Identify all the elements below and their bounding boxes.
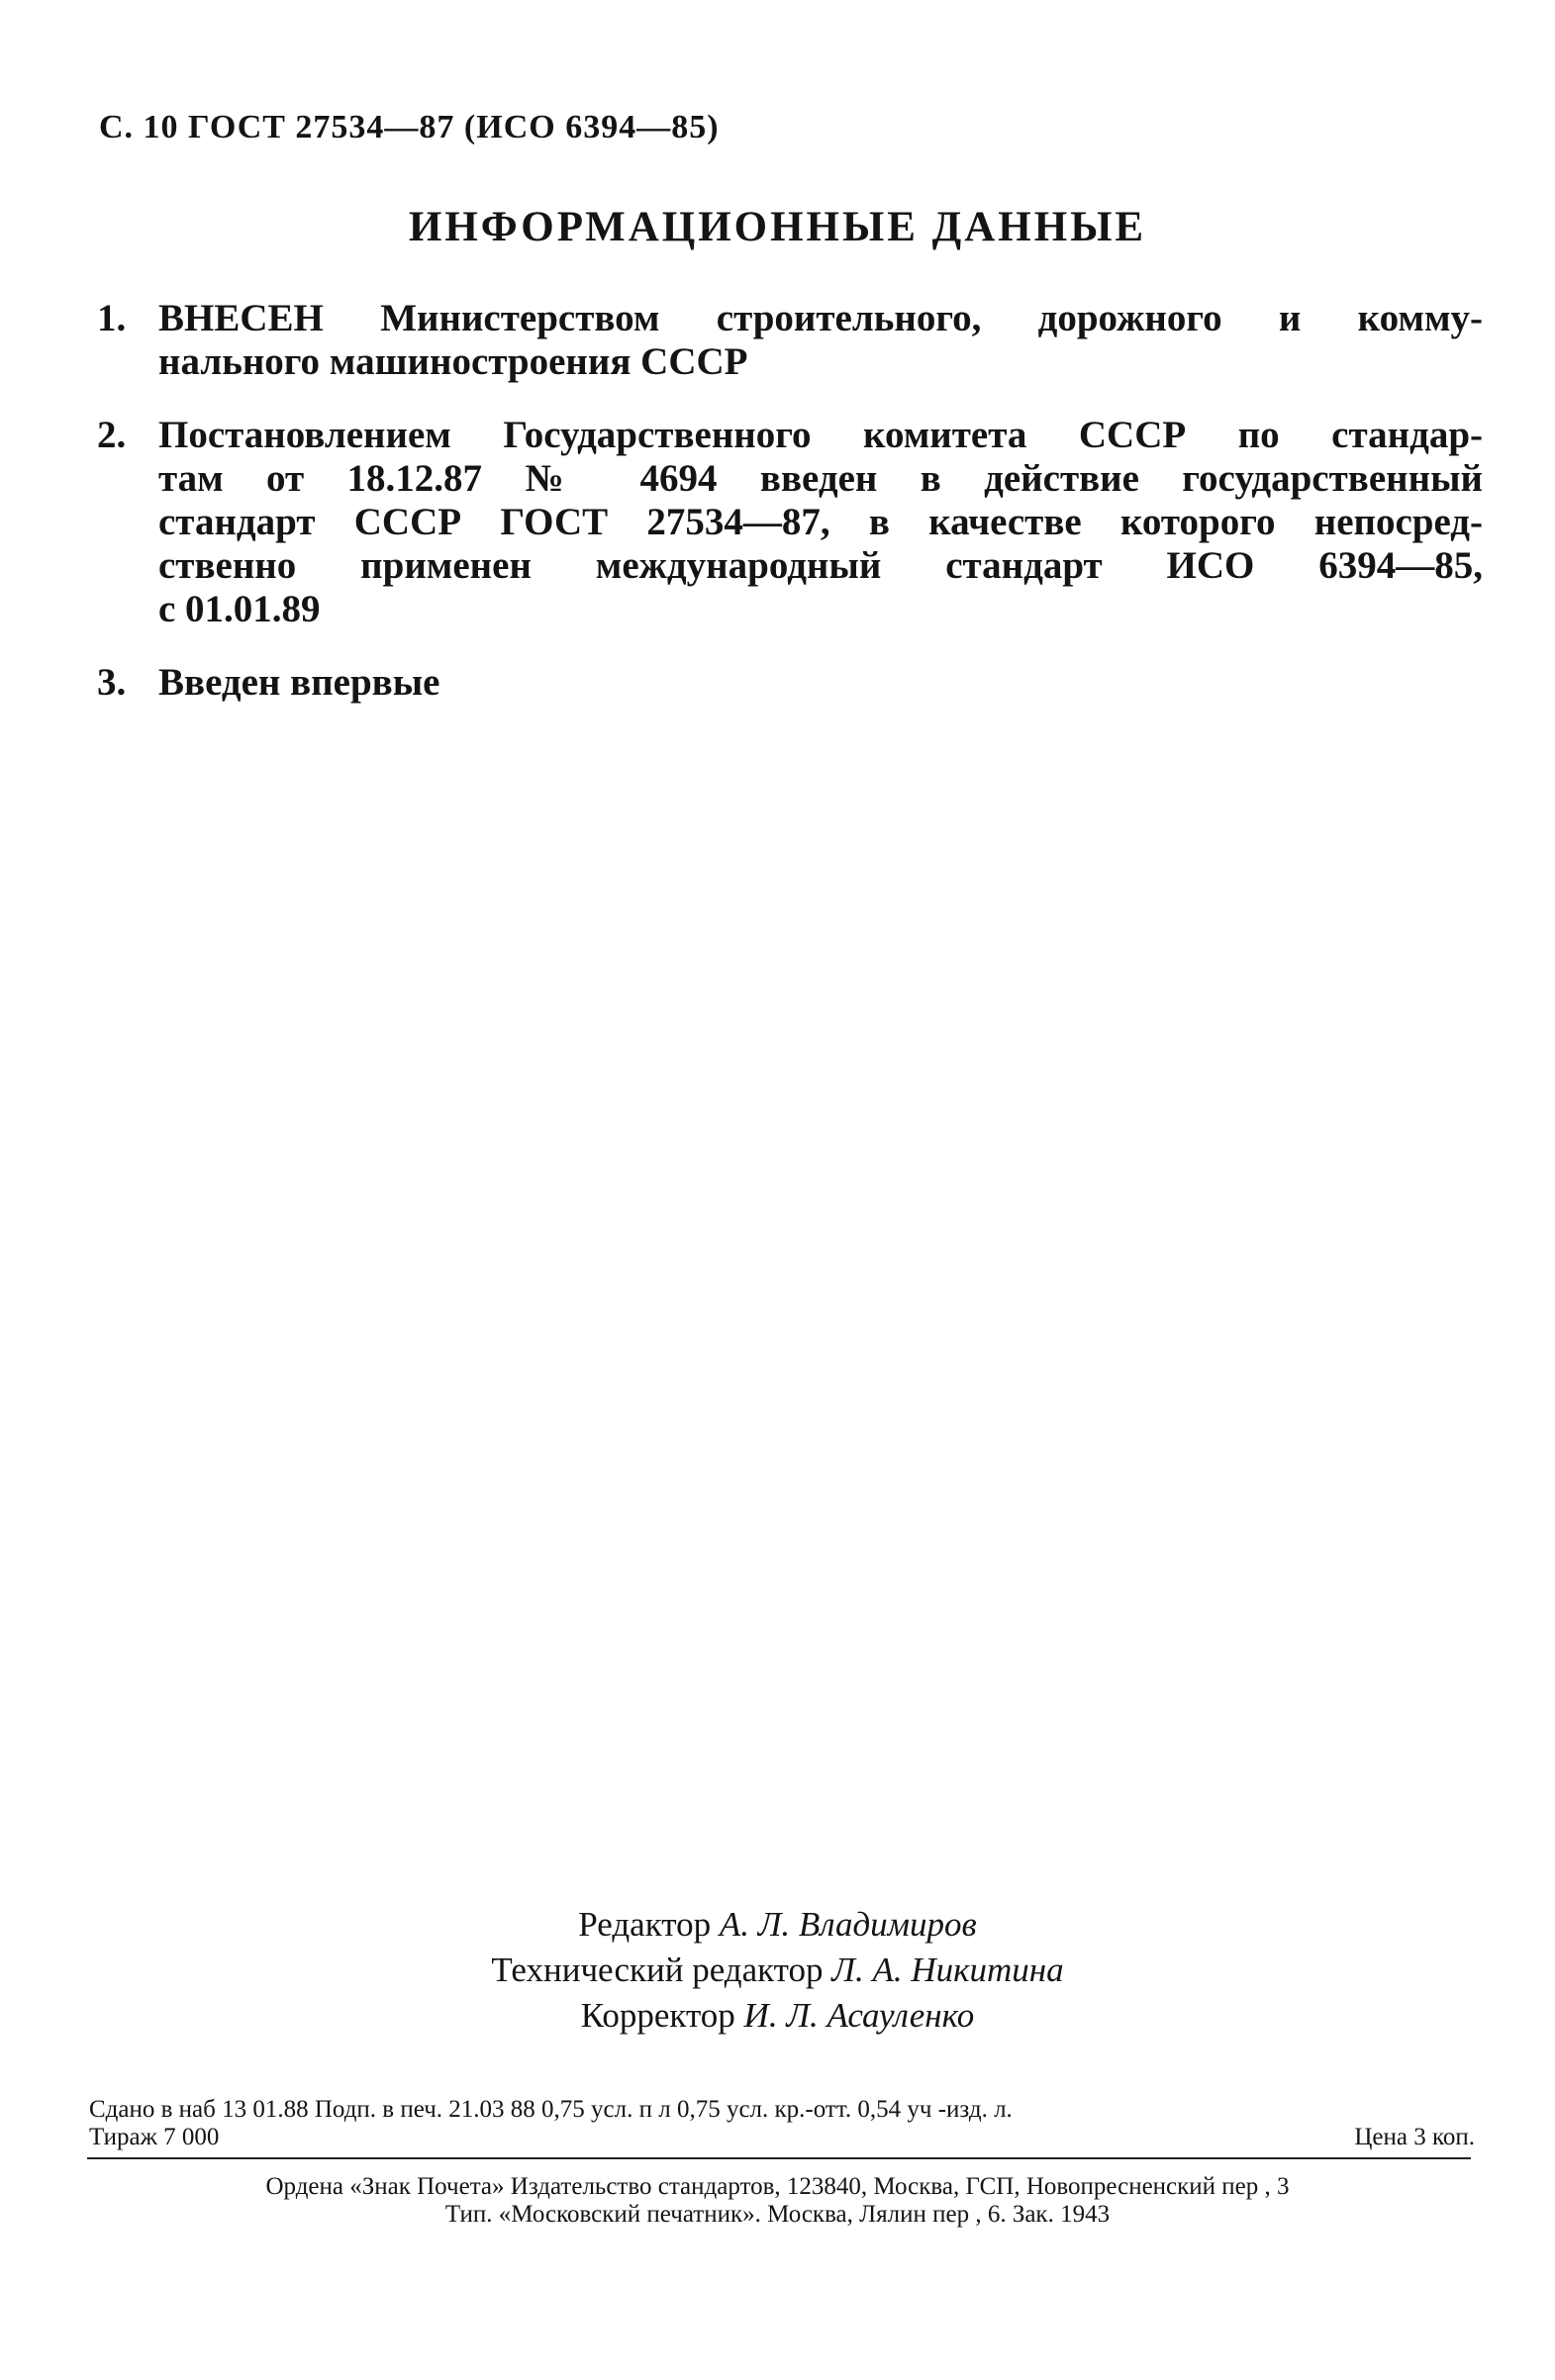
item-line: стандарт СССР ГОСТ 27534—87, в качестве которого непосред- — [158, 501, 1483, 543]
item-line: там от 18.12.87 № 4694 введен в действие государственный — [158, 457, 1483, 500]
imprint-line: Сдано в наб 13 01.88 Подп. в печ. 21.03 88 0,75 усл. п л 0,75 усл. кр.-отт. 0,54 уч -изд. л. — [89, 2096, 1013, 2123]
item-number: 1. — [97, 297, 127, 339]
info-list — [97, 297, 1483, 734]
item-number: 3. — [97, 661, 127, 704]
imprint-row — [89, 2124, 1475, 2151]
circulation: Тираж 7 000 — [89, 2124, 220, 2150]
item-line: с 01.01.89 — [158, 588, 321, 630]
credit-role: Редактор — [578, 1905, 720, 1944]
credit-editor — [0, 1902, 1555, 1948]
item-line: нального машиностроения СССР — [158, 340, 748, 383]
item-number: 2. — [97, 414, 127, 456]
credit-proofreader — [0, 1993, 1555, 2039]
divider — [87, 2157, 1471, 2159]
credit-name: А. Л. Владимиров — [719, 1905, 977, 1944]
section-title: ИНФОРМАЦИОННЫЕ ДАННЫЕ — [408, 204, 1147, 250]
credit-name: Л. А. Никитина — [831, 1951, 1064, 1989]
credit-role: Корректор — [580, 1996, 744, 2035]
list-item — [97, 661, 1483, 705]
list-item — [97, 297, 1483, 384]
item-line: Введен впервые — [158, 661, 440, 704]
credit-tech-editor — [0, 1948, 1555, 1993]
list-item — [97, 414, 1483, 631]
page-header: С. 10 ГОСТ 27534—87 (ИСО 6394—85) — [99, 109, 720, 145]
item-line: ственно применен международный стандарт ИСО 6394—85, — [158, 544, 1483, 587]
credit-role: Технический редактор — [491, 1951, 832, 1989]
item-line: Постановлением Государственного комитета СССР по стандар- — [158, 414, 1483, 456]
publisher-line: Ордена «Знак Почета» Издательство стандартов, 123840, Москва, ГСП, Новопресненский пер , 3 — [265, 2173, 1290, 2200]
item-line: ВНЕСЕН Министерством строительного, дорожного и комму- — [158, 297, 1483, 339]
credits-block — [0, 1902, 1555, 2039]
printer-line: Тип. «Московский печатник». Москва, Лялин пер , 6. Зак. 1943 — [444, 2201, 1111, 2228]
price: Цена 3 коп. — [1354, 2124, 1475, 2150]
credit-name: И. Л. Асауленко — [743, 1996, 975, 2035]
